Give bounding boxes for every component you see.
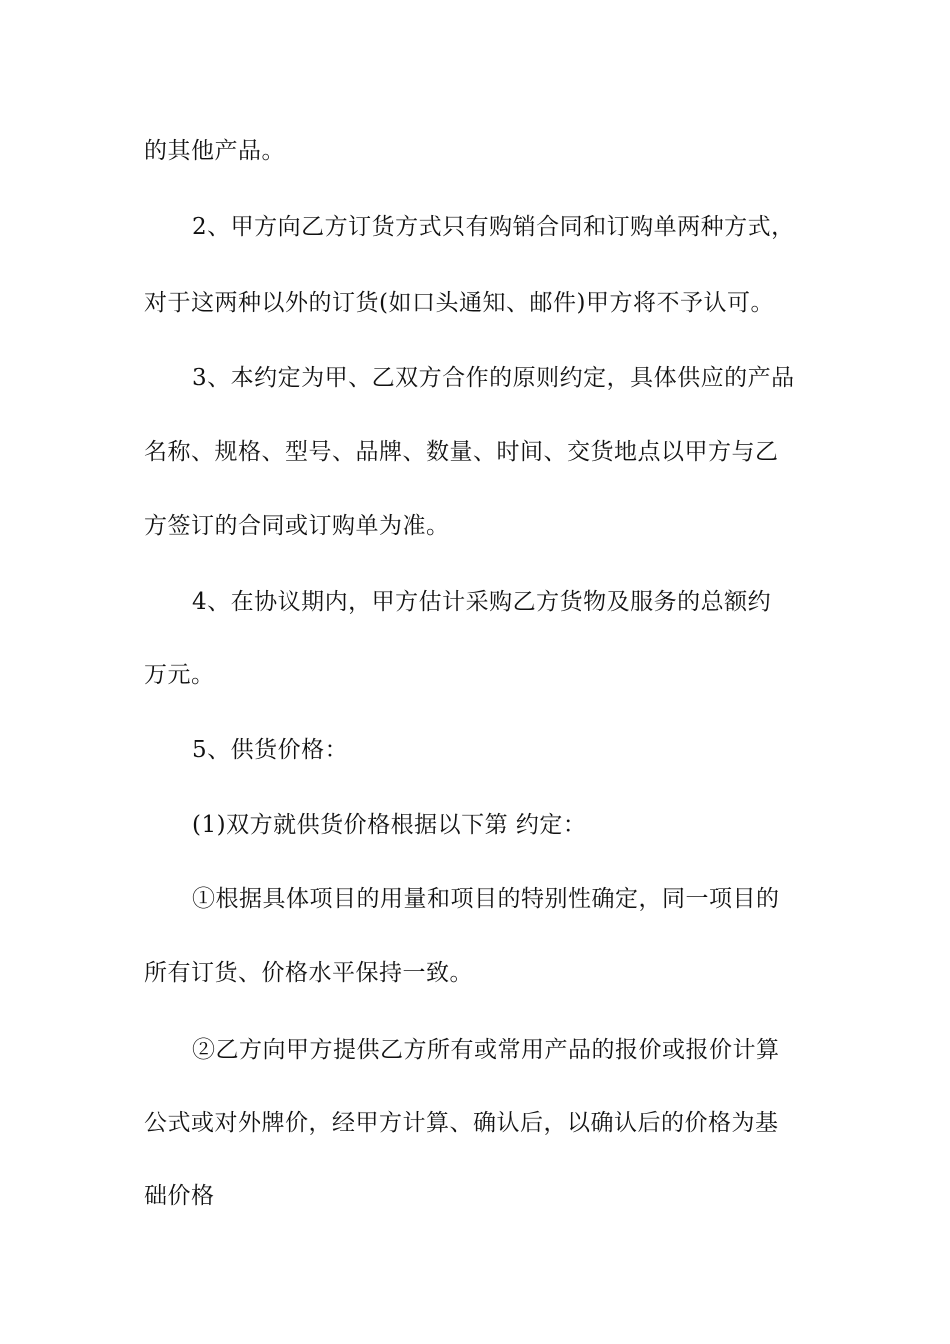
text-line-12: 所有订货、价格水平保持一致。 [144,960,473,986]
text-line-15: 础价格 [144,1183,215,1209]
text-line-6: 方签订的合同或订购单为准。 [144,513,450,539]
text-line-4: 3、本约定为甲、乙双方合作的原则约定，具体供应的产品 [192,365,795,391]
text-line-11: ①根据具体项目的用量和项目的特别性确定，同一项目的 [192,886,780,912]
text-line-2: 2、甲方向乙方订货方式只有购销合同和订购单两种方式， [192,214,795,240]
text-line-13: ②乙方向甲方提供乙方所有或常用产品的报价或报价计算 [192,1037,780,1063]
text-line-7: 4、在协议期内，甲方估计采购乙方货物及服务的总额约 [192,589,772,615]
text-line-8: 万元。 [144,662,215,688]
text-line-3: 对于这两种以外的订货(如口头通知、邮件)甲方将不予认可。 [144,290,774,316]
text-line-9: 5、供货价格： [192,737,349,763]
text-line-1: 的其他产品。 [144,138,285,164]
text-line-5: 名称、规格、型号、品牌、数量、时间、交货地点以甲方与乙 [144,439,779,465]
text-line-10: (1)双方就供货价格根据以下第 约定： [192,812,587,838]
text-line-14: 公式或对外牌价，经甲方计算、确认后，以确认后的价格为基 [144,1110,779,1136]
